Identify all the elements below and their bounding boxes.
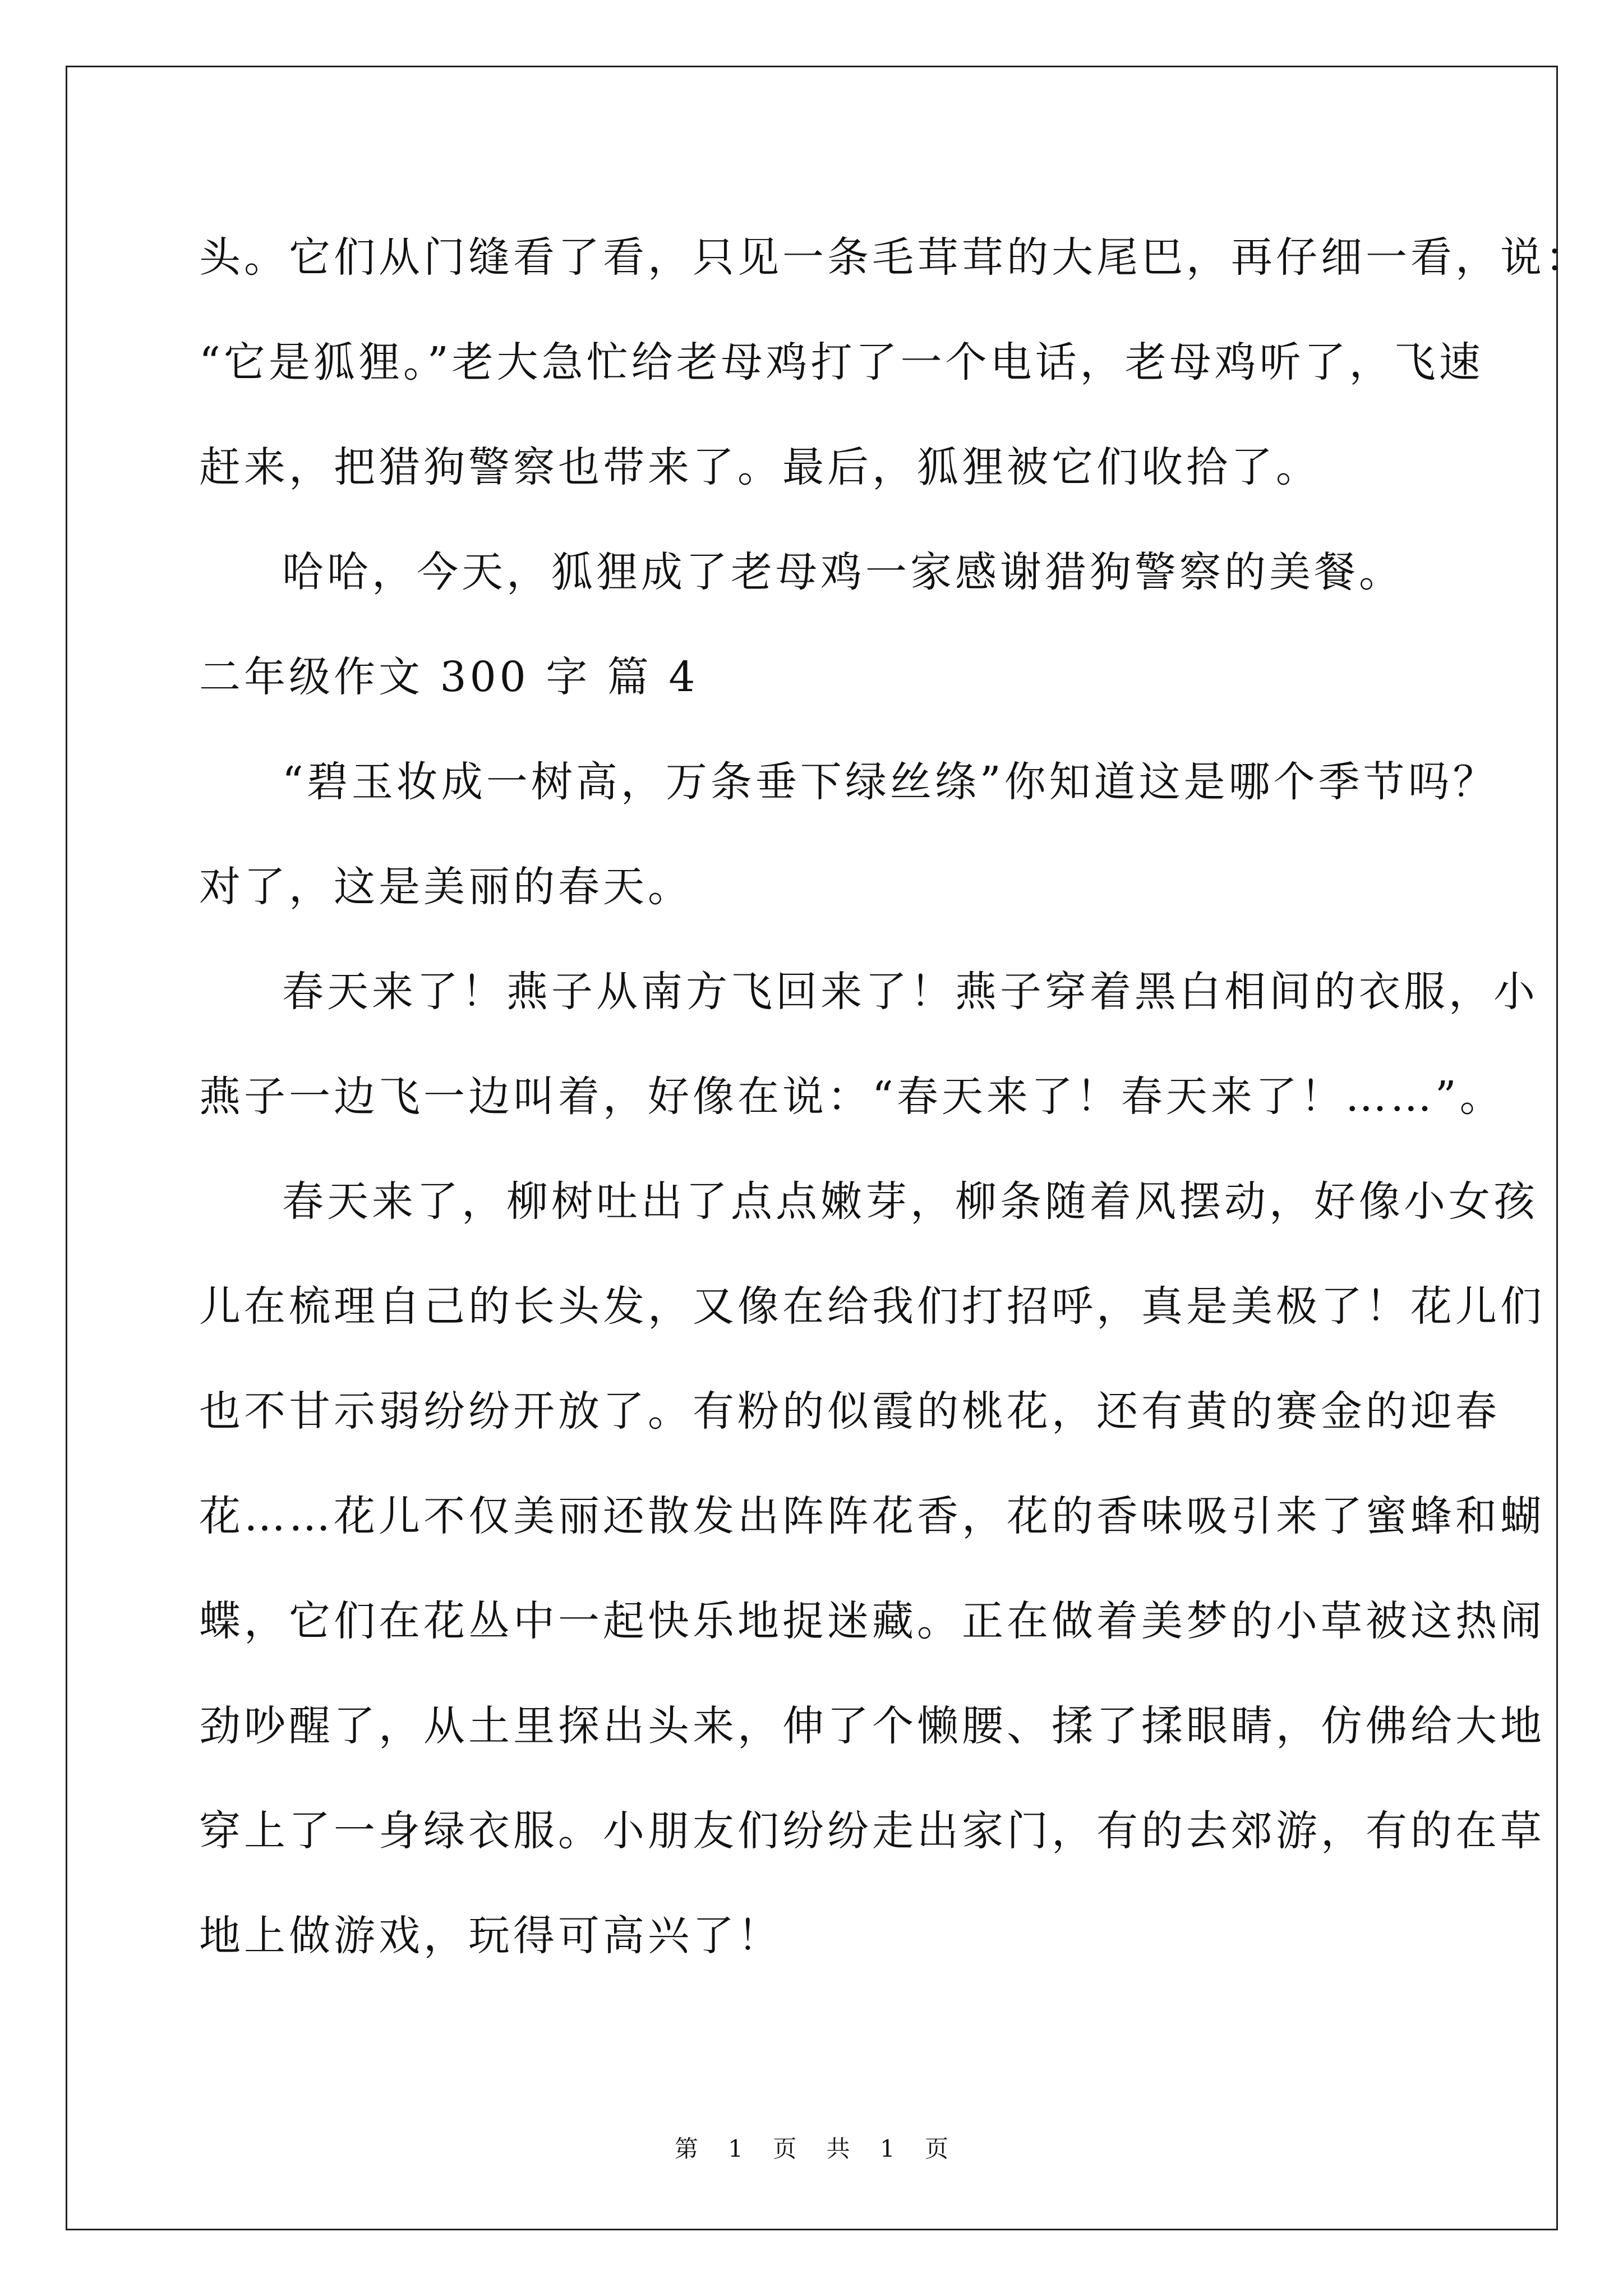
section-heading: 二年级作文 300 字 篇 4 <box>199 653 699 701</box>
text-line: 花……花儿不仅美丽还散发出阵阵花香，花的香味吸引来了蜜蜂和蝴 <box>199 1492 1545 1540</box>
paragraph-first-line: 春天来了，柳树吐出了点点嫩芽，柳条随着风摆动，好像小女孩 <box>282 1177 1538 1226</box>
text-line: 头。它们从门缝看了看，只见一条毛茸茸的大尾巴，再仔细一看，说： <box>199 233 1590 282</box>
page-footer: 第 1 页 共 1 页 <box>674 2135 949 2162</box>
text-line: 蝶，它们在花丛中一起快乐地捉迷藏。正在做着美梦的小草被这热闹 <box>199 1597 1545 1645</box>
paragraph-first-line: 春天来了！燕子从南方飞回来了！燕子穿着黑白相间的衣服，小 <box>282 968 1538 1016</box>
text-line: 劲吵醒了，从土里探出头来，伸了个懒腰、揉了揉眼睛，仿佛给大地 <box>199 1702 1545 1750</box>
text-line: 燕子一边飞一边叫着，好像在说：“春天来了！春天来了！……”。 <box>199 1073 1505 1121</box>
text-line: 赶来，把猎狗警察也带来了。最后，狐狸被它们收拾了。 <box>199 443 1321 491</box>
text-line: 儿在梳理自己的长头发，又像在给我们打招呼，真是美极了！花儿们 <box>199 1282 1545 1331</box>
text-line: 也不甘示弱纷纷开放了。有粉的似霞的桃花，还有黄的赛金的迎春 <box>199 1387 1500 1435</box>
paragraph-first-line: 哈哈，今天，狐狸成了老母鸡一家感谢猎狗警察的美餐。 <box>282 548 1404 596</box>
text-line: “它是狐狸。”老大急忙给老母鸡打了一个电话，老母鸡听了，飞速 <box>199 338 1484 386</box>
text-line: 地上做游戏，玩得可高兴了！ <box>199 1912 782 1960</box>
text-line: 对了，这是美丽的春天。 <box>199 863 693 911</box>
paragraph-first-line: “碧玉妆成一树高，万条垂下绿丝绦”你知道这是哪个季节吗？ <box>282 758 1498 806</box>
text-line: 穿上了一身绿衣服。小朋友们纷纷走出家门，有的去郊游，有的在草 <box>199 1807 1545 1855</box>
